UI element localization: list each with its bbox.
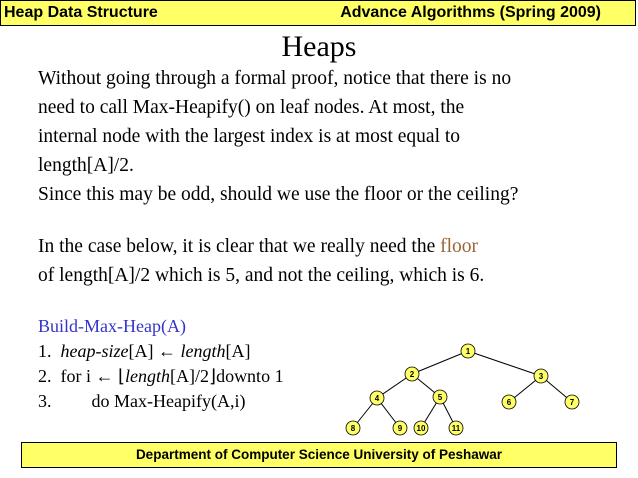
tree-nodes (346, 344, 579, 435)
tree-node-label: 2 (409, 370, 415, 379)
tree-node-11 (449, 421, 463, 435)
tree-node-3 (534, 369, 548, 383)
assign-arrow-icon: ← (157, 341, 176, 361)
case-line-2: of length[A]/2 which is 5, and not the ceiling, which is 6. (38, 265, 485, 286)
tree-node-label: 9 (397, 424, 403, 433)
tree-node-label: 6 (506, 398, 512, 407)
tree-node-7 (565, 395, 579, 409)
tree-node-6 (502, 395, 516, 409)
array-ref: [A] (128, 341, 158, 361)
tree-node-8 (346, 421, 360, 435)
paragraph-line-4: length[A]/2. (38, 155, 134, 176)
line-number: 2. (38, 366, 52, 386)
for-keyword: for i (60, 366, 96, 386)
paragraph-line-2: need to call Max-Heapify() on leaf nodes. At most, the (38, 97, 465, 118)
tree-node-9 (393, 421, 407, 435)
line-number: 1. (38, 341, 52, 361)
left-floor-symbol: ⌊ (118, 366, 126, 386)
header-course-term: Advance Algorithms (Spring 2009) (340, 4, 601, 21)
tree-node-label: 3 (538, 372, 544, 381)
case-line-1-text: In the case below, it is clear that we really need the (38, 236, 441, 257)
downto-text: downto 1 (216, 366, 284, 386)
array-ref: [A] (225, 341, 251, 361)
loop-body: do Max-Heapify(A,i) (91, 391, 246, 411)
tree-edges (353, 351, 572, 428)
right-floor-symbol: ⌋ (209, 366, 217, 386)
tree-node-label: 5 (437, 393, 443, 402)
tree-node-label: 1 (465, 347, 471, 356)
tree-edge (412, 351, 468, 374)
half-length: [A]/2 (170, 366, 210, 386)
paragraph-line-1: Without going through a formal proof, notice that there is no (38, 68, 512, 89)
tree-node-4 (370, 391, 384, 405)
slide-footer: Department of Computer Science University of Peshawar (21, 442, 617, 468)
length-term: length (125, 366, 171, 386)
line-number: 3. (38, 391, 52, 411)
heap-size-term: heap-size (60, 341, 129, 361)
paragraph-line-5: Since this may be odd, should we use the floor or the ceiling? (38, 184, 519, 205)
tree-node-label: 4 (374, 394, 380, 403)
paragraph-line-3: internal node with the largest index is at most equal to (38, 126, 461, 147)
tree-node-label: 10 (416, 424, 426, 433)
tree-node-2 (405, 367, 419, 381)
tree-node-label: 11 (451, 424, 461, 433)
tree-edge (468, 351, 541, 376)
tree-node-label: 7 (569, 398, 575, 407)
length-term: length (180, 341, 226, 361)
algorithm-title: Build-Max-Heap(A) (38, 316, 186, 336)
floor-highlight: floor (440, 236, 479, 257)
header-course-title: Heap Data Structure (4, 4, 158, 21)
tree-node-5 (433, 390, 447, 404)
assign-arrow-icon: ← (95, 366, 114, 386)
tree-node-10 (414, 421, 428, 435)
tree-node-1 (461, 344, 475, 358)
tree-node-label: 8 (350, 424, 356, 433)
slide-title: Heaps (281, 30, 357, 63)
